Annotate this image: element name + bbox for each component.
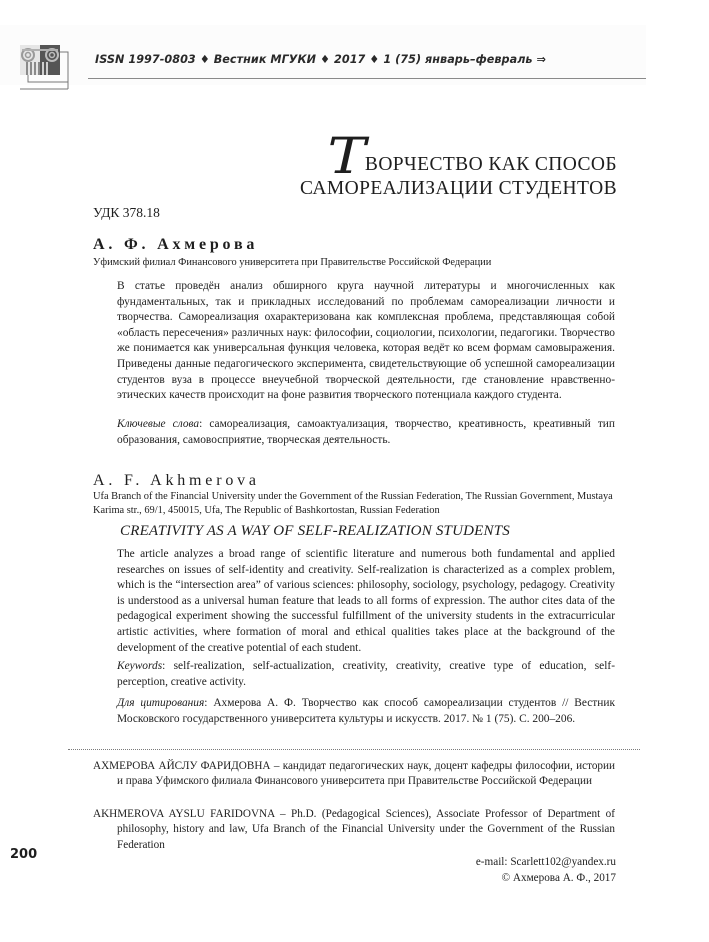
keywords-label-en: Keywords <box>117 660 163 672</box>
header-rule <box>88 78 646 79</box>
affiliation-en: Ufa Branch of the Financial University under the Government of the Russian Federation, The Russian Government, Mustaya Karima str., 69/1, 450015, Ufa, The Republic of Bashkortostan, Russian Federation <box>93 491 613 516</box>
keywords-en <box>117 659 615 690</box>
citation-label: Для цитирования <box>117 697 205 709</box>
keywords-label-ru: Ключевые слова <box>117 418 200 430</box>
author-bio-ru <box>93 759 615 790</box>
ionic-column-logo-icon <box>20 45 80 91</box>
abstract-en: The article analyzes a broad range of scientific literature and numerous both fundamental and applied researches on issues of self-identity and creativity. Self-realization is characterized as a complex problem, which is the “intersection area” of various sciences: philosophy, sociology, psychology, pedagogy. Creativity is understood as a universal human feature that leads to all forms of expression. The author cites data of the pedagogical experiment showing the successful fulfillment of the university students in the extracurricular artistic activities, where formation of moral and ethical qualities takes place at the background of the development of the creative potential of each student. <box>117 548 615 654</box>
affiliation-ru: Уфимский филиал Финансового университета при Правительстве Российской Федерации <box>93 257 492 268</box>
article-title-en: CREATIVITY AS A WAY OF SELF-REALIZATION STUDENTS <box>120 523 510 539</box>
title-drop-cap: Т <box>327 127 366 185</box>
keywords-text-ru: : самореализация, самоактуализация, творчество, креативность, креативный тип образования, самовосприятие, творческая деятельность. <box>117 418 615 446</box>
author-bio-en <box>93 807 615 853</box>
citation <box>117 696 615 727</box>
udk-code: УДК 378.18 <box>93 205 160 220</box>
running-head: ISSN 1997-0803 ♦ Вестник МГУКИ ♦ 2017 ♦ 1 (75) январь–февраль ⇒ <box>95 53 546 66</box>
title-line-1: ВОРЧЕСТВО КАК СПОСОБ <box>364 154 617 175</box>
bio-text-en: – Ph.D. (Pedagogical Sciences), Associate Professor of Department of philosophy, history and law, Ufa Branch of the Financial University under the Government of the Russian Federation <box>117 808 615 851</box>
bio-name-ru: АХМЕРОВА АЙСЛУ ФАРИДОВНА <box>93 760 271 772</box>
bio-name-en: AKHMEROVA AYSLU FARIDOVNA <box>93 808 275 820</box>
abstract-ru: В статье проведён анализ обширного круга научной литературы и многочисленных как фундаментальных, так и прикладных исследований по проблемам самореализации личности и творчества. Самореализация охарактеризована как комплексная проблема, представляющая собой «область пересечения» различных наук: философии, социологии, психологии, педагогики. Творчество же понимается как универсальная функция человека, которая ведёт ко всем формам самовыражения. Приведены данные педагогического эксперимента, свидетельствующие об успешной самореализации студентов вуза в процессе внеучебной творческой деятельности, где становление нравственно-этических качеств происходит на фоне развития творческого потенциала каждого студента. <box>117 280 615 402</box>
keywords-ru <box>117 417 615 448</box>
bio-text-ru: – кандидат педагогических наук, доцент кафедры философии, истории и права Уфимского филиала Финансового университета при Правительстве Российской Федерации <box>117 760 615 788</box>
page-number: 200 <box>10 847 38 862</box>
contact-info <box>476 855 616 886</box>
keywords-text-en: : self-realization, self-actualization, creativity, creativity, creative type of education, self-perception, creative activity. <box>117 660 615 688</box>
title-line-2: САМОРЕАЛИЗАЦИИ СТУДЕНТОВ <box>299 178 617 199</box>
author-name-en: A. F. Akhmerova <box>93 472 260 489</box>
author-email[interactable]: e-mail: Scarlett102@yandex.ru <box>475 856 616 868</box>
article-title <box>300 128 617 200</box>
journal-logo <box>20 45 80 91</box>
author-name-ru: А. Ф. Ахмерова <box>93 236 259 253</box>
citation-text: : Ахмерова А. Ф. Творчество как способ самореализации студентов // Вестник Московского государственного университета культуры и искусств. 2017. № 1 (75). С. 200–206. <box>117 697 615 725</box>
footnote-separator <box>68 749 640 750</box>
copyright-notice: © Ахмерова А. Ф., 2017 <box>501 871 616 884</box>
